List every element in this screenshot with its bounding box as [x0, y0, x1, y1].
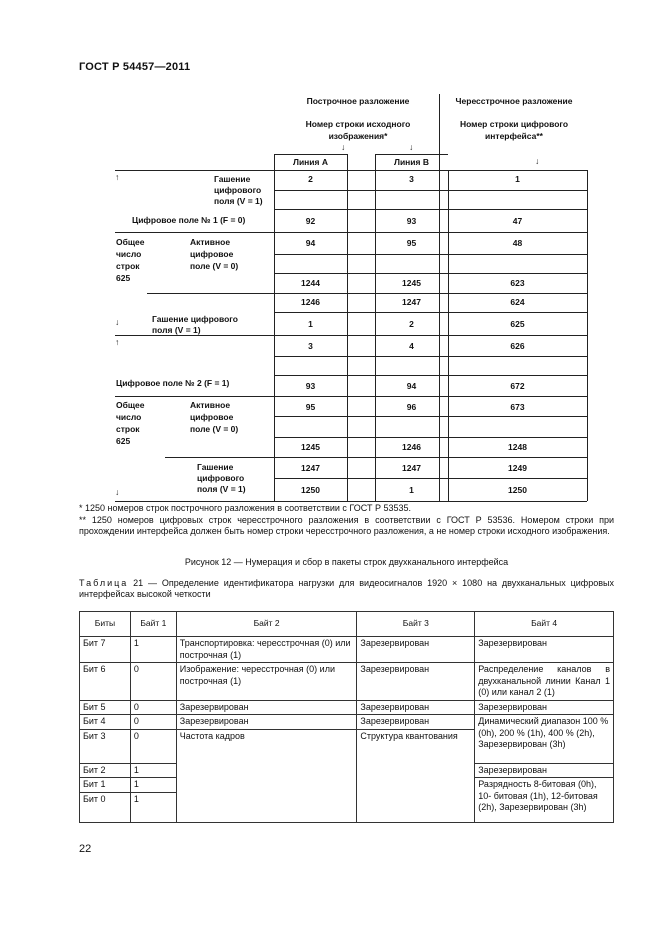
line-b-value: 1247	[402, 297, 421, 307]
total-lines-label: Общее число строк 625	[116, 400, 145, 446]
byte2-cell: Зарезервирован	[176, 715, 357, 730]
arrow-down-icon: ↓	[341, 142, 346, 152]
interface-value: 1250	[508, 485, 527, 495]
interface-value: 1	[515, 174, 520, 184]
line-b-value: 1245	[402, 278, 421, 288]
byte1-cell: 0	[130, 700, 176, 715]
line-b-value: 95	[406, 238, 417, 248]
column-header: Байт 1	[130, 612, 176, 637]
interlaced-title: Чересстрочное разложение	[455, 96, 573, 106]
arrow-down-icon: ↓	[535, 156, 540, 166]
footnote: ** 1250 номеров цифровых строк чересстрочного разложения в соответствии с ГОСТ Р 53536. Номером строки при прохождении интерфейса должен быть номер строки чересстрочного разложения, а не номер строки исходного изображения.	[79, 515, 614, 536]
line-b-value: 4	[409, 341, 414, 351]
byte4-cell: Зарезервирован	[475, 637, 614, 663]
table-row	[80, 663, 614, 701]
arrow-down-icon: ↓	[409, 142, 414, 152]
byte4-cell: Разрядность 8-битовая (0h), 10- битовая (1h), 12-битовая (2h), Зарезервирован (3h)	[475, 778, 614, 823]
table-row	[80, 700, 614, 715]
link-b-label: Линия В	[393, 157, 429, 167]
byte2-cell: Частота кадров	[176, 729, 357, 822]
figure-caption: Рисунок 12 — Нумерация и сбор в пакеты строк двухканального интерфейса	[184, 557, 509, 567]
bit-cell: Бит 4	[80, 715, 131, 730]
field1-label: Цифровое поле № 1 (F = 0)	[132, 215, 246, 225]
line-b-value: 1	[409, 485, 414, 495]
byte4-cell: Зарезервирован	[475, 763, 614, 778]
bit-cell: Бит 7	[80, 637, 131, 663]
table-caption	[79, 578, 614, 600]
interface-row-label: Номер строки цифрового интерфейса**	[459, 119, 569, 141]
bit-cell: Бит 3	[80, 729, 131, 763]
arrow-up-icon: ↑	[115, 337, 120, 347]
table-row	[80, 715, 614, 730]
line-a-value: 1250	[301, 485, 320, 495]
line-b-value: 2	[409, 319, 414, 329]
bit-cell: Бит 2	[80, 763, 131, 778]
line-a-value: 1244	[301, 278, 320, 288]
byte3-cell: Зарезервирован	[357, 715, 475, 730]
line-b-value: 96	[406, 402, 417, 412]
payload-table	[79, 611, 614, 823]
line-a-value: 92	[305, 216, 316, 226]
arrow-down-icon: ↓	[115, 317, 120, 327]
bit-cell: Бит 5	[80, 700, 131, 715]
column-header: Байт 4	[475, 612, 614, 637]
byte1-cell: 1	[130, 778, 176, 793]
byte3-cell: Структура квантования	[357, 729, 475, 822]
byte3-cell: Зарезервирован	[357, 663, 475, 701]
interface-value: 1249	[508, 463, 527, 473]
document-header: ГОСТ Р 54457—2011	[79, 61, 191, 73]
line-a-value: 93	[305, 381, 316, 391]
interface-value: 624	[510, 297, 525, 307]
byte2-cell: Транспортировка: чересстрочная (0) или построчная (1)	[176, 637, 357, 663]
page-number: 22	[79, 843, 92, 855]
byte1-cell: 0	[130, 729, 176, 763]
interface-value: 673	[510, 402, 525, 412]
total-lines-label: Общее число строк 625	[116, 237, 145, 283]
line-b-value: 94	[406, 381, 417, 391]
link-a-label: Линия А	[292, 157, 328, 167]
blanking-label: Гашение цифрового поля (V = 1)	[197, 462, 246, 494]
active-field-label: Активное цифровое поле (V = 0)	[190, 237, 239, 271]
line-a-value: 2	[308, 174, 313, 184]
interface-value: 623	[510, 278, 525, 288]
bit-cell: Бит 1	[80, 778, 131, 793]
interface-value: 672	[510, 381, 525, 391]
table-caption-word: Таблица	[79, 578, 129, 588]
source-row-label: Номер строки исходного изображения*	[305, 119, 411, 141]
table-caption-text: 21 — Определение идентификатора нагрузки для видеосигналов 1920 × 1080 на двухканальных цифровых интерфейсах высокой четкости	[79, 578, 614, 599]
interface-value: 626	[510, 341, 525, 351]
byte4-cell: Распределение каналов в двухканальной линии Канал 1 (0) или канал 2 (1)	[475, 663, 614, 701]
line-a-value: 1247	[301, 463, 320, 473]
byte4-cell: Зарезервирован	[475, 700, 614, 715]
byte1-cell: 0	[130, 663, 176, 701]
footnote: * 1250 номеров строк построчного разложения в соответствии с ГОСТ Р 53535.	[79, 503, 411, 513]
byte4-cell: Динамический диапазон 100 % (0h), 200 % (1h), 400 % (2h), Зарезервирован (3h)	[475, 715, 614, 764]
line-b-value: 1247	[402, 463, 421, 473]
byte1-cell: 1	[130, 763, 176, 778]
column-header: Биты	[80, 612, 131, 637]
byte1-cell: 0	[130, 715, 176, 730]
line-a-value: 1	[308, 319, 313, 329]
byte3-cell: Зарезервирован	[357, 637, 475, 663]
progressive-title: Построчное разложение	[306, 96, 410, 106]
blanking-label: Гашение цифрового поля (V = 1)	[152, 314, 238, 335]
byte2-cell: Зарезервирован	[176, 700, 357, 715]
column-header: Байт 2	[176, 612, 357, 637]
interface-value: 1248	[508, 442, 527, 452]
interface-value: 47	[512, 216, 523, 226]
line-a-value: 1246	[301, 297, 320, 307]
byte2-cell: Изображение: чересстрочная (0) или построчная (1)	[176, 663, 357, 701]
byte3-cell: Зарезервирован	[357, 700, 475, 715]
field2-label: Цифровое поле № 2 (F = 1)	[116, 378, 230, 388]
bit-cell: Бит 6	[80, 663, 131, 701]
line-a-value: 95	[305, 402, 316, 412]
bit-cell: Бит 0	[80, 792, 131, 822]
active-field-label: Активное цифровое поле (V = 0)	[190, 400, 239, 434]
line-b-value: 3	[409, 174, 414, 184]
line-b-value: 1246	[402, 442, 421, 452]
arrow-up-icon: ↑	[115, 172, 120, 182]
line-a-value: 94	[305, 238, 316, 248]
blanking-label: Гашение цифрового поля (V = 1)	[214, 174, 263, 206]
column-header: Байт 3	[357, 612, 475, 637]
byte1-cell: 1	[130, 637, 176, 663]
byte1-cell: 1	[130, 792, 176, 822]
table-row	[80, 637, 614, 663]
line-a-value: 1245	[301, 442, 320, 452]
interface-value: 48	[512, 238, 523, 248]
interface-value: 625	[510, 319, 525, 329]
line-a-value: 3	[308, 341, 313, 351]
arrow-down-icon: ↓	[115, 487, 120, 497]
line-b-value: 93	[406, 216, 417, 226]
